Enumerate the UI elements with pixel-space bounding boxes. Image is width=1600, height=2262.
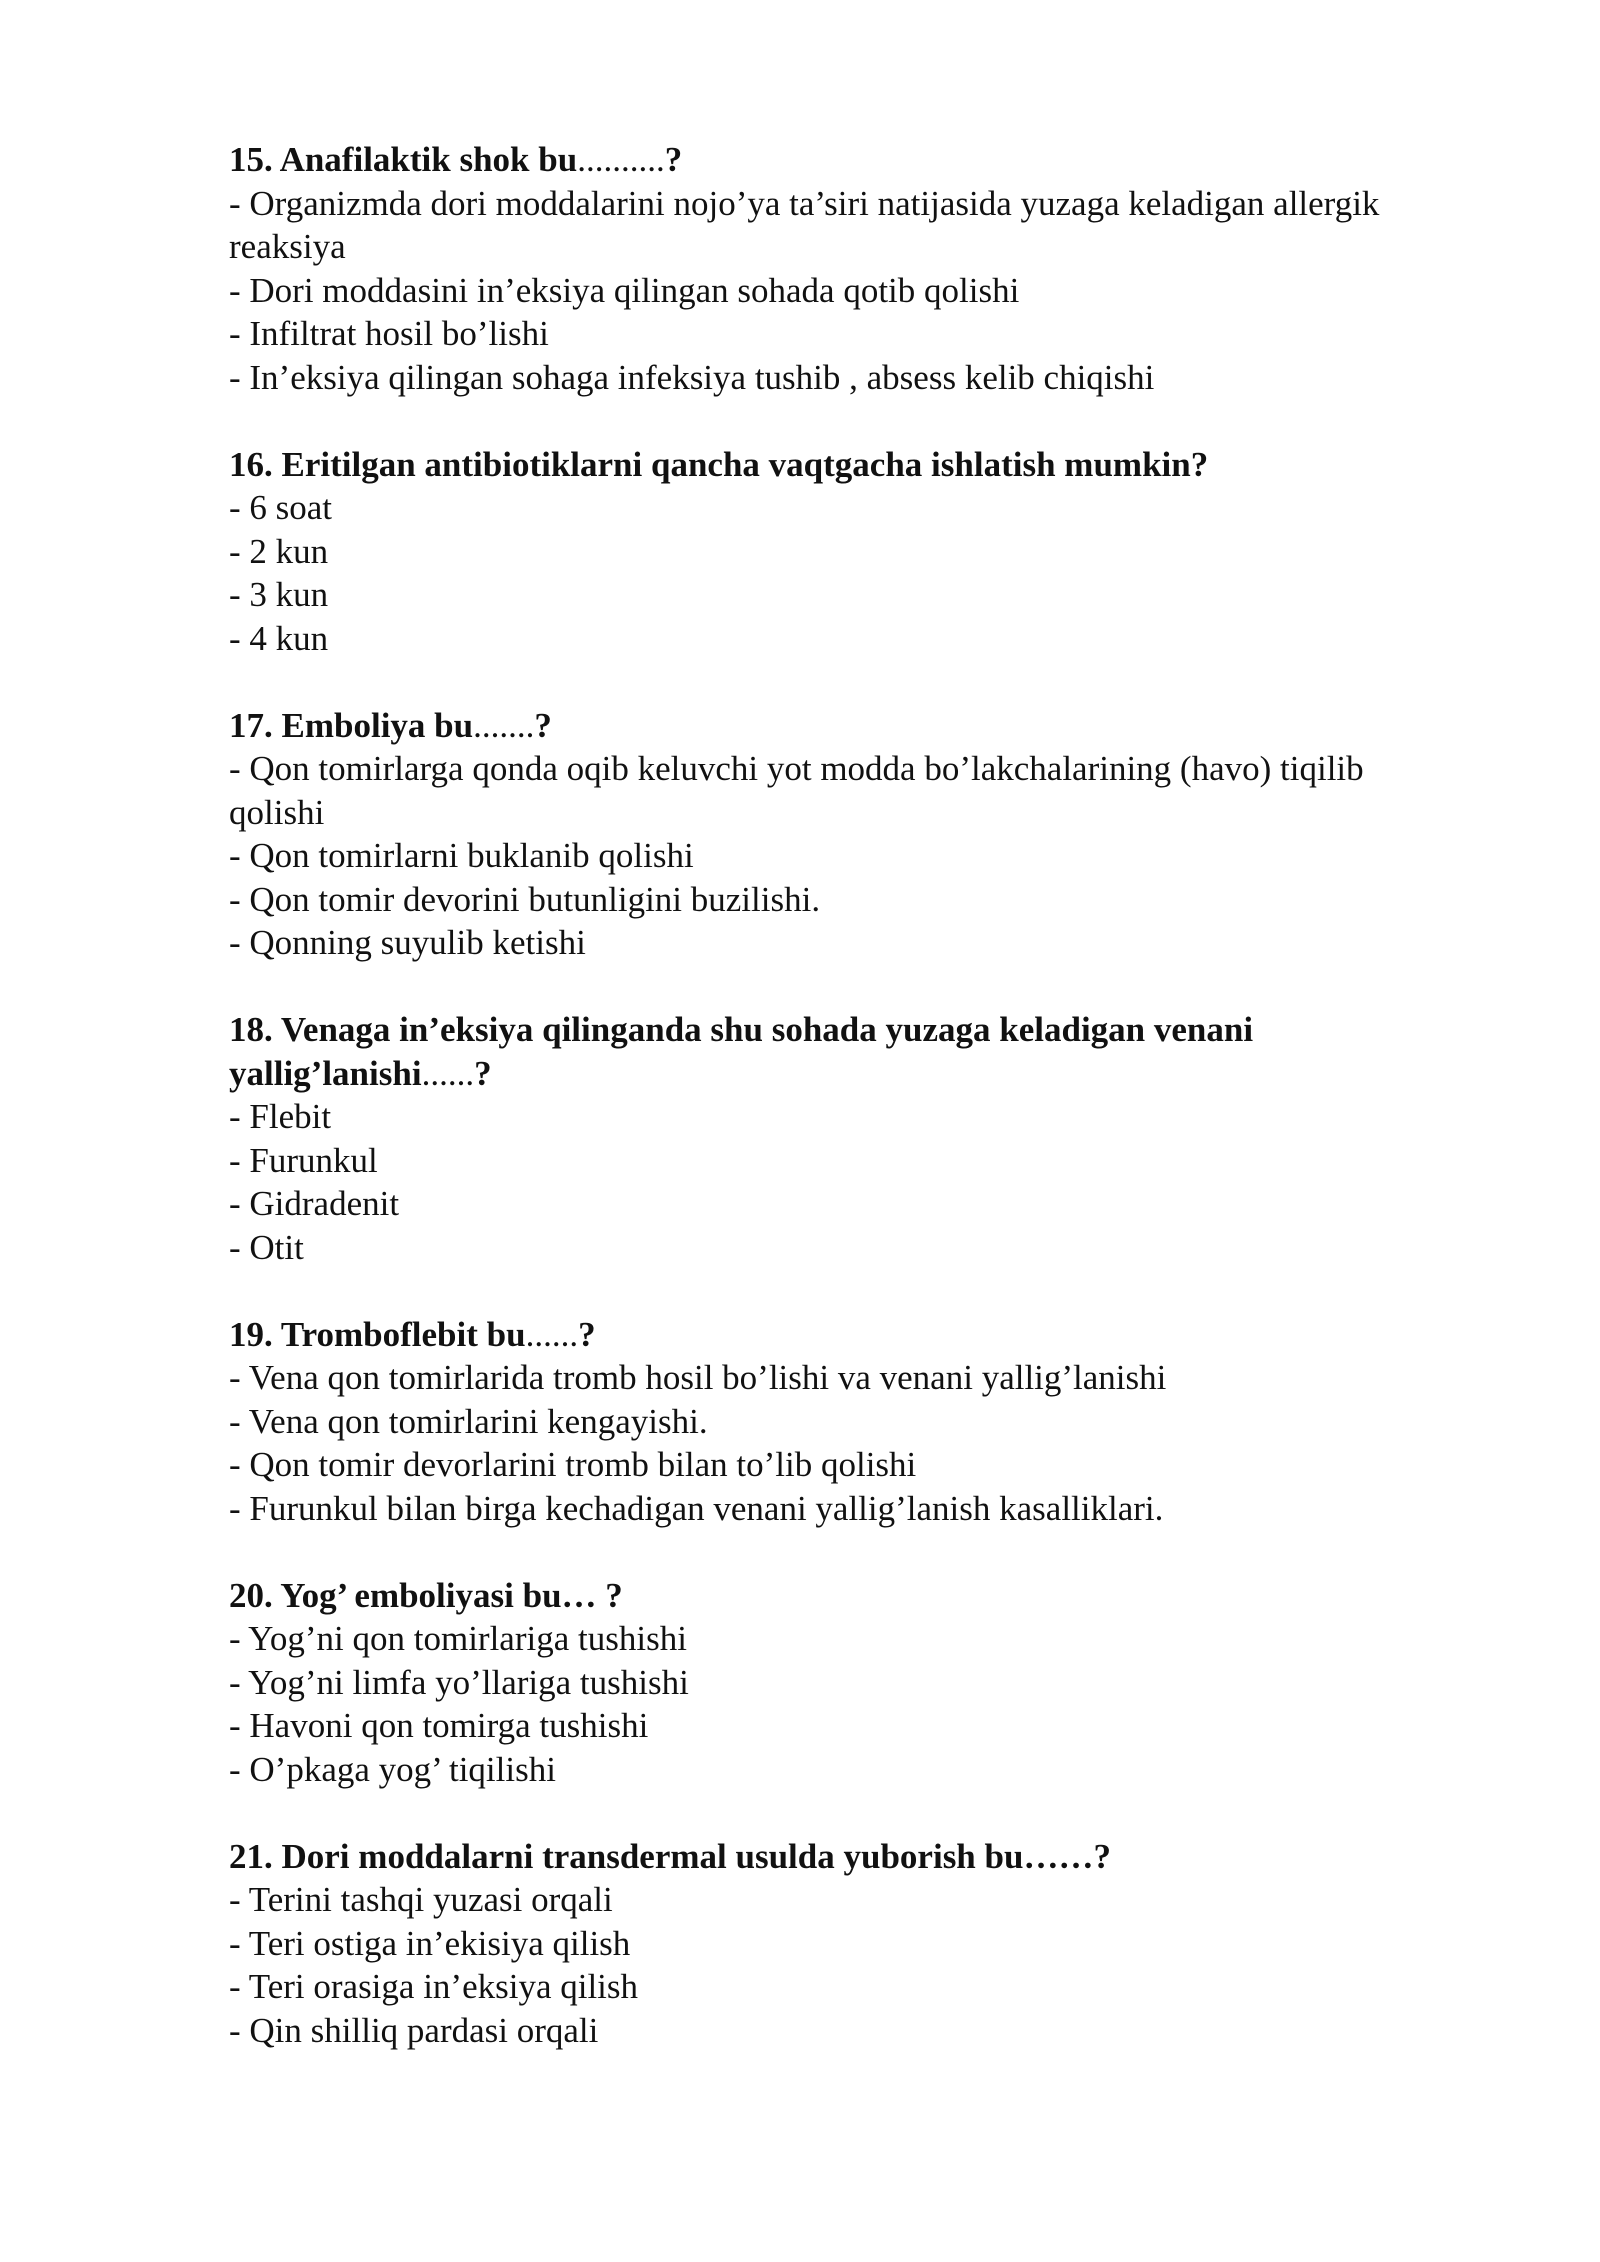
question-title [229,138,1409,182]
answer-option: - Organizmda dori moddalarini nojo’ya ta’siri natijasida yuzaga keladigan allergik reaksiya [229,183,1380,266]
answer-option: - 2 kun [229,531,329,571]
question-title [229,443,1409,487]
answer-option: - Yog’ni qon tomirlariga tushishi [229,1619,687,1658]
question-text: 18. Venaga in’eksiya qilinganda shu sohada yuzaga keladigan venani yallig’lanishi [229,1010,1254,1093]
question-title [229,1574,1409,1618]
answer-option: - Qon tomirlarga qonda oqib keluvchi yot modda bo’lakchalarining (havo) tiqilib qolishi [229,749,1364,832]
question-title [229,1313,1409,1357]
question-text: 21. Dori moddalarni transdermal usulda yuborish bu……? [229,1836,1111,1876]
question-text: 16. Eritilgan antibiotiklarni qancha vaqtgacha ishlatish mumkin? [229,444,1209,484]
answer-option: - Teri orasiga in’eksiya qilish [229,1967,639,2006]
answer-option: - 4 kun [229,618,329,658]
answer-option: - Teri ostiga in’ekisiya qilish [229,1923,631,1963]
question-dots: ...... [525,1314,579,1354]
answer-option: - Infiltrat hosil bo’lishi [229,314,549,353]
answer-option: - Qon tomir devorini butunligini buzilishi. [229,879,821,919]
question-17 [229,704,1409,965]
question-dots: .......... [577,140,665,179]
answer-option: - Terini tashqi yuzasi orqali [229,1880,613,1919]
answer-option: - Vena qon tomirlarini kengayishi. [229,1401,708,1441]
document-page [229,138,1409,2096]
answer-option: - Havoni qon tomirga tushishi [229,1706,649,1745]
question-mark: ? [534,705,552,745]
answer-option: - Dori moddasini in’eksiya qilingan sohada qotib qolishi [229,270,1020,310]
question-15 [229,138,1409,399]
question-dots: ...... [421,1053,475,1093]
answer-option: - 6 soat [229,488,333,527]
answer-option: - Vena qon tomirlarida tromb hosil bo’lishi va venani yallig’lanishi [229,1358,1167,1397]
question-19 [229,1313,1409,1531]
question-title [229,1008,1409,1095]
answer-option: - Qon tomirlarni buklanib qolishi [229,836,694,875]
answer-option: - In’eksiya qilingan sohaga infeksiya tushib , absess kelib chiqishi [229,357,1155,397]
question-21 [229,1835,1409,2053]
answer-option: - Otit [229,1227,304,1267]
answer-option: - 3 kun [229,575,329,614]
question-text: 19. Tromboflebit bu [229,1314,526,1354]
question-title [229,704,1409,748]
question-dots: ....... [473,705,535,745]
question-mark: ? [578,1314,596,1354]
answer-option: - Qon tomir devorlarini tromb bilan to’lib qolishi [229,1445,917,1484]
question-title [229,1835,1409,1879]
answer-option: - Qonning suyulib ketishi [229,923,586,962]
answer-option: - Flebit [229,1097,332,1136]
answer-option: - Furunkul [229,1140,378,1180]
answer-option: - Yog’ni limfa yo’llariga tushishi [229,1662,689,1702]
question-18 [229,1008,1409,1269]
question-mark: ? [474,1053,492,1093]
question-16 [229,443,1409,661]
question-mark: ? [664,140,683,179]
question-text: 15. Anafilaktik shok bu [229,140,578,179]
question-20 [229,1574,1409,1792]
question-text: 20. Yog’ emboliyasi bu… ? [229,1575,623,1615]
answer-option: - Qin shilliq pardasi orqali [229,2010,599,2050]
answer-option: - O’pkaga yog’ tiqilishi [229,1749,556,1789]
question-text: 17. Emboliya bu [229,705,474,745]
answer-option: - Gidradenit [229,1184,400,1223]
answer-option: - Furunkul bilan birga kechadigan venani yallig’lanish kasalliklari. [229,1488,1164,1528]
